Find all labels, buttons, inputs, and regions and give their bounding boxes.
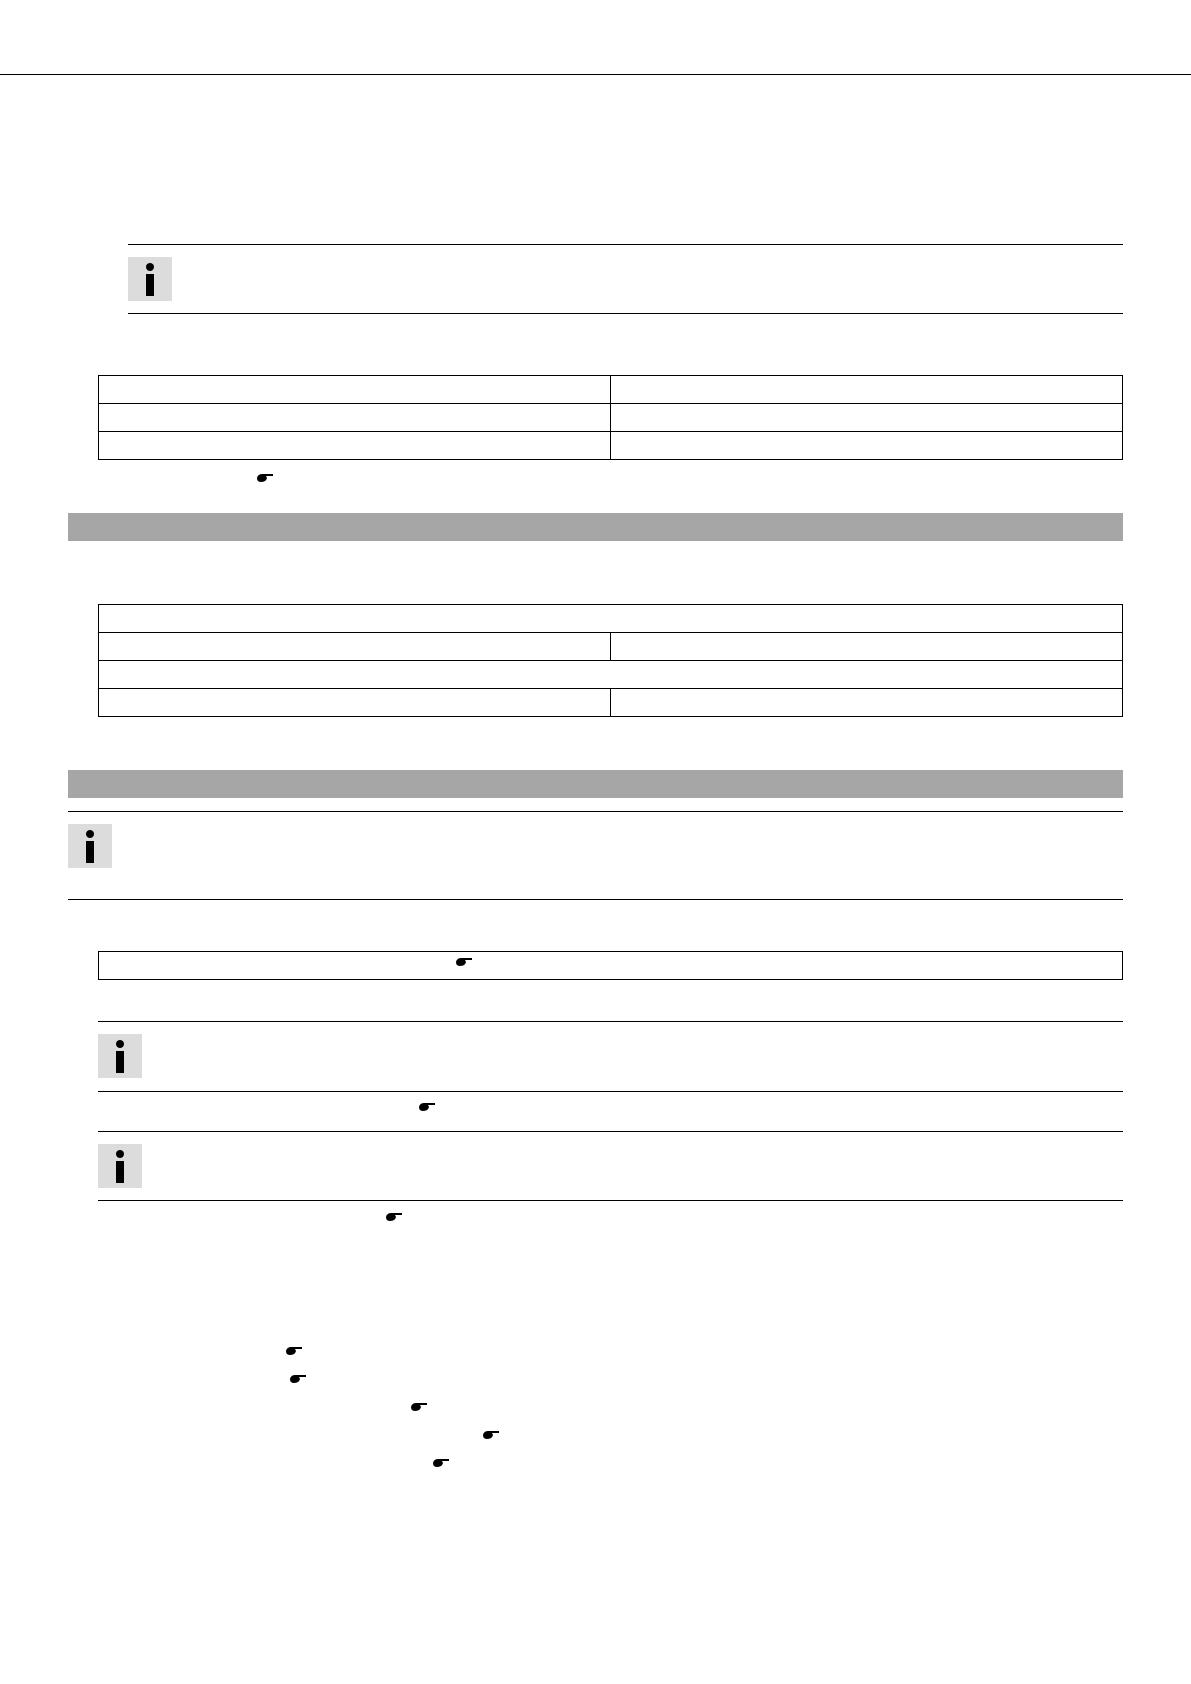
pointing-hand-icon — [385, 1210, 403, 1222]
table-cell — [99, 633, 611, 661]
note-bottom-rule — [98, 1200, 1123, 1201]
note-bottom-rule — [68, 899, 1123, 900]
note-bottom-rule — [128, 313, 1123, 314]
pointing-hand-icon — [285, 1344, 303, 1356]
info-icon — [68, 824, 112, 868]
table-cell — [611, 376, 1123, 404]
section-heading-band — [68, 513, 1123, 541]
table-cell — [99, 376, 611, 404]
note-bottom-rule — [98, 1091, 1123, 1092]
page-header-rule — [0, 74, 1191, 75]
table-1 — [98, 375, 1123, 460]
table-cell — [611, 689, 1123, 717]
table-cell — [99, 689, 611, 717]
pointing-hand-icon — [289, 1372, 307, 1384]
table-row — [99, 404, 1123, 432]
table-cell — [99, 661, 1123, 689]
note-top-rule — [98, 1021, 1123, 1022]
table-cell — [99, 432, 611, 460]
note-top-rule — [128, 244, 1123, 245]
info-icon — [128, 257, 172, 301]
table-cell — [611, 404, 1123, 432]
table-cell — [99, 605, 1123, 633]
boxed-row — [98, 951, 1123, 980]
pointing-hand-icon — [410, 1400, 428, 1412]
pointing-hand-icon — [256, 471, 274, 483]
note-top-rule — [98, 1131, 1123, 1132]
table-row — [99, 661, 1123, 689]
section-heading-band — [68, 770, 1123, 798]
table-cell — [611, 633, 1123, 661]
info-icon — [98, 1144, 142, 1188]
info-icon — [98, 1034, 142, 1078]
pointing-hand-icon — [455, 955, 473, 967]
table-cell — [99, 404, 611, 432]
table-cell — [611, 432, 1123, 460]
table-2 — [98, 604, 1123, 717]
note-top-rule — [68, 811, 1123, 812]
table-row — [99, 633, 1123, 661]
pointing-hand-icon — [482, 1428, 500, 1440]
table-row — [99, 605, 1123, 633]
table-row — [99, 376, 1123, 404]
table-row — [99, 689, 1123, 717]
table-row — [99, 432, 1123, 460]
pointing-hand-icon — [418, 1100, 436, 1112]
pointing-hand-icon — [432, 1456, 450, 1468]
